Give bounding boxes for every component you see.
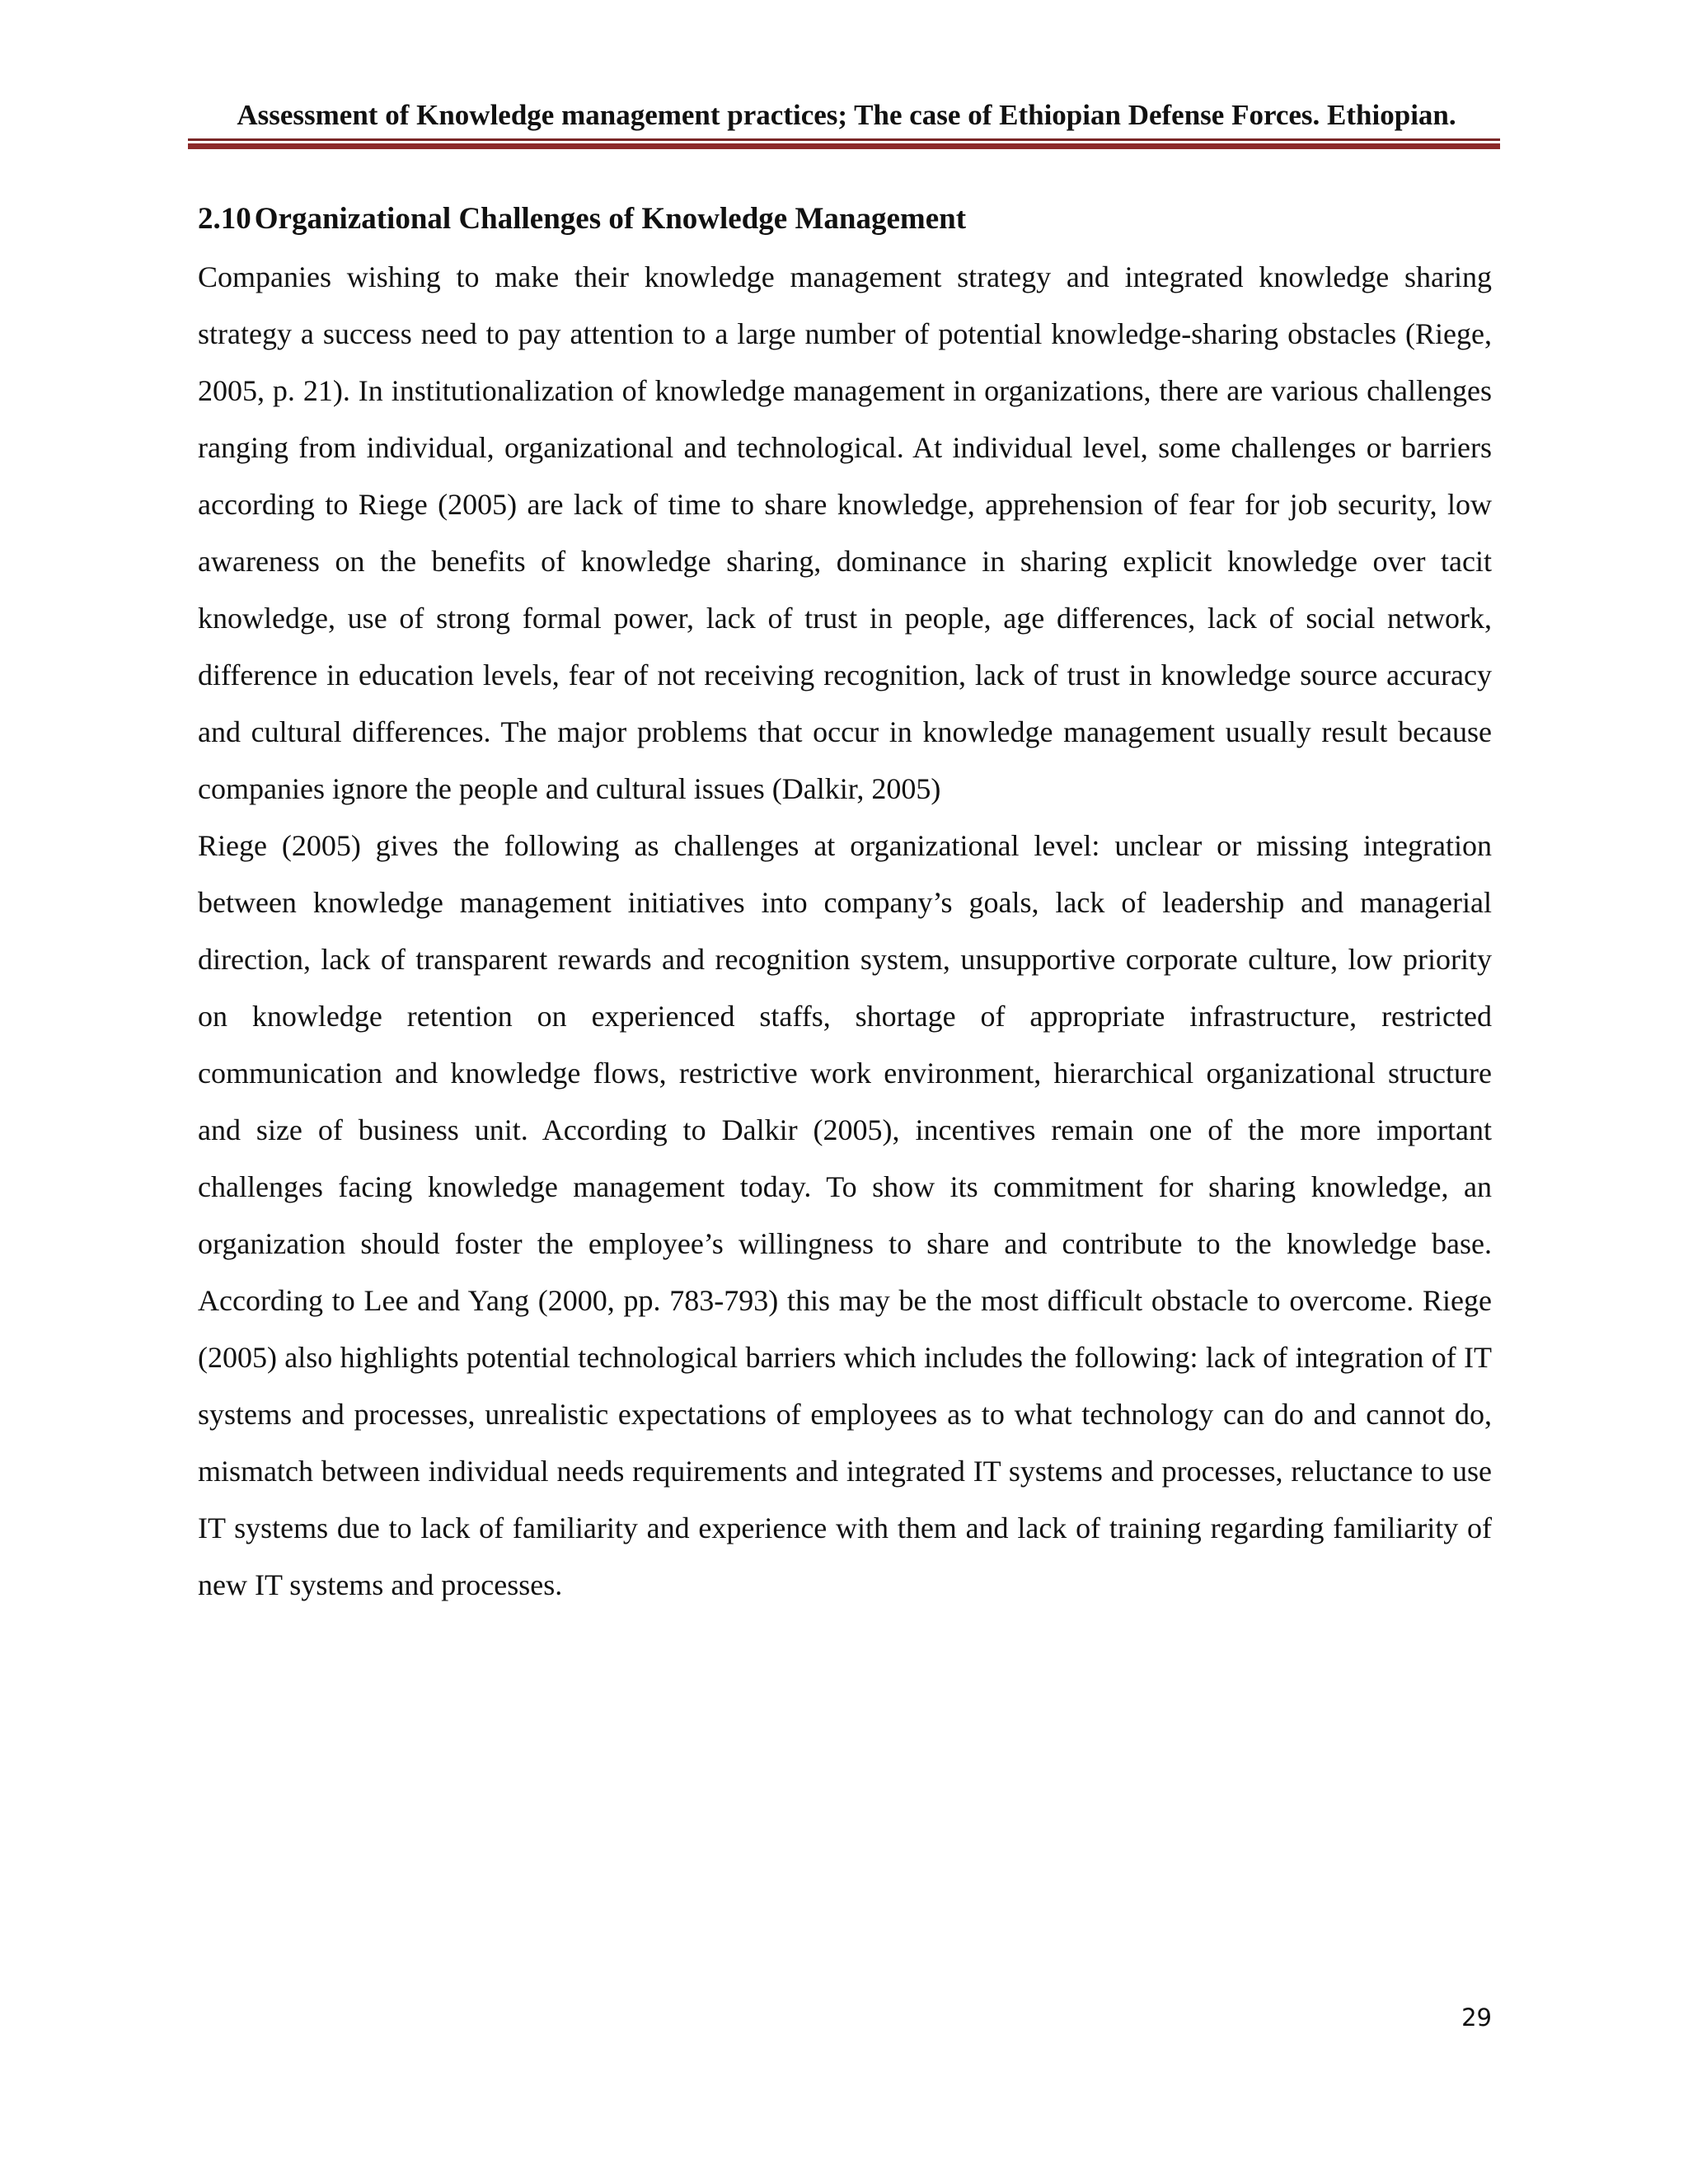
header-rule (188, 138, 1500, 141)
section-title: Organizational Challenges of Knowledge Management (254, 202, 967, 236)
running-header: Assessment of Knowledge management practices; The case of Ethiopian Defense Forces. Ethiopian. (237, 99, 1456, 131)
header-rule-thick (188, 143, 1500, 149)
body-paragraph-1: Companies wishing to make their knowledge management strategy and integrated knowledge sharing strategy a success need to pay attention to a large number of potential knowledge-sharing obstacles (Riege, 2005, p. 21). In institutionalization of knowledge management in organizations, there are various challenges ranging from individual, organizational and technological. At individual level, some challenges or barriers according to Riege (2005) are lack of time to share knowledge, apprehension of fear for job security, low awareness on the benefits of knowledge sharing, dominance in sharing explicit knowledge over tacit knowledge, use of strong formal power, lack of trust in people, age differences, lack of social network, difference in education levels, fear of not receiving recognition, lack of trust in knowledge source accuracy and cultural differences. The major problems that occur in knowledge management usually result because companies ignore the people and cultural issues (Dalkir, 2005) (198, 260, 1492, 805)
section-heading (198, 198, 1492, 241)
page-content (198, 198, 1492, 1614)
body-paragraph-2: Riege (2005) gives the following as challenges at organizational level: unclear or missing integration between knowledge management initiatives into company’s goals, lack of leadership and managerial direction, lack of transparent rewards and recognition system, unsupportive corporate culture, low priority on knowledge retention on experienced staffs, shortage of appropriate infrastructure, restricted communication and knowledge flows, restrictive work environment, hierarchical organizational structure and size of business unit. According to Dalkir (2005), incentives remain one of the more important challenges facing knowledge management today. To show its commitment for sharing knowledge, an organization should foster the employee’s willingness to share and contribute to the knowledge base. According to Lee and Yang (2000, pp. 783-793) this may be the most difficult obstacle to overcome. Riege (2005) also highlights potential technological barriers which includes the following: lack of integration of IT systems and processes, unrealistic expectations of employees as to what technology can do and cannot do, mismatch between individual needs requirements and integrated IT systems and processes, reluctance to use IT systems due to lack of familiarity and experience with them and lack of training regarding familiarity of new IT systems and processes. (198, 829, 1492, 1601)
section-number: 2.10 (198, 202, 251, 236)
page-number: 29 (1461, 2004, 1492, 2032)
